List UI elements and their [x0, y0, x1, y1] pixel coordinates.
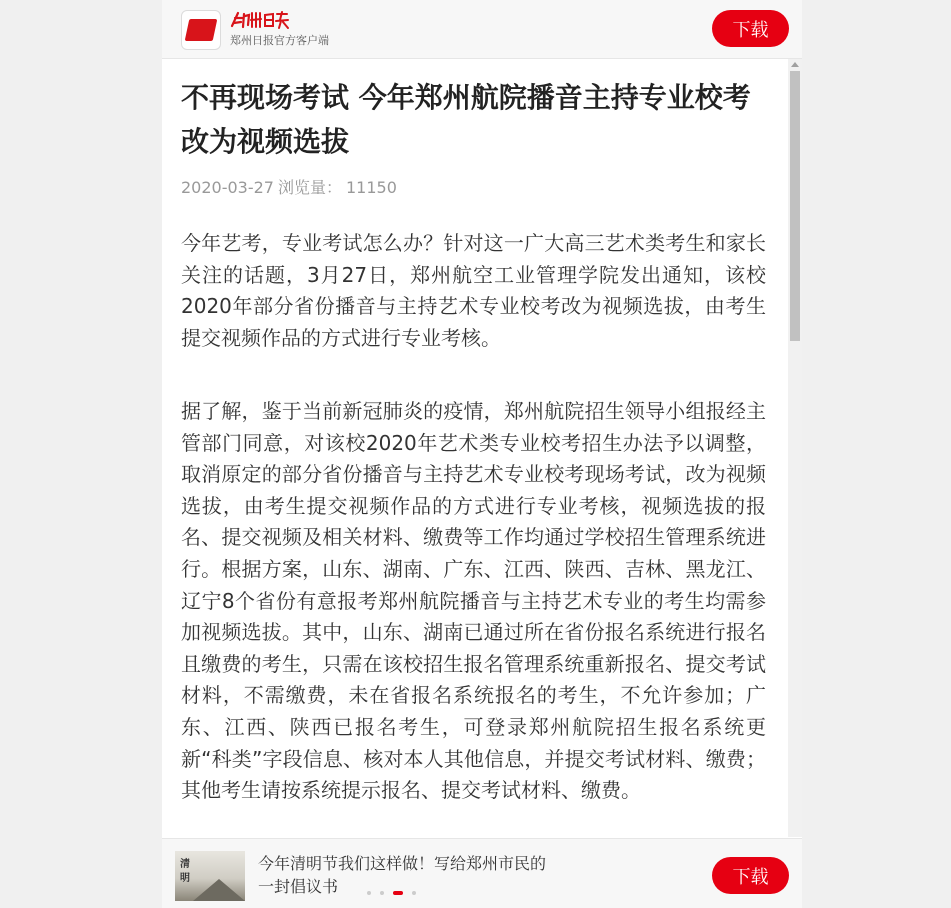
- views-count: 11150: [346, 178, 397, 197]
- scrollbar[interactable]: [788, 59, 802, 837]
- article-paragraph-1: 今年艺考，专业考试怎么办？针对这一广大高三艺术类考生和家长关注的话题，3月27日，郑州航空工业管理学院发出通知，该校2020年部分省份播音与主持艺术专业校考改为视频选拔，由考生提交视频作品的方式进行专业考核。: [181, 231, 766, 350]
- mountain-icon: [193, 879, 245, 901]
- carousel-dots: [367, 891, 425, 895]
- app-logo-icon[interactable]: [181, 10, 221, 50]
- brand-subtitle: 郑州日报官方客户端: [230, 34, 329, 47]
- article-meta: [181, 175, 401, 198]
- app-header: [162, 0, 802, 59]
- carousel-dot[interactable]: [380, 891, 384, 895]
- article-paragraph-2: 据了解，鉴于当前新冠肺炎的疫情，郑州航院招生领导小组报经主管部门同意，对该校2020年艺术类专业校考招生办法予以调整，取消原定的部分省份播音与主持艺术专业校考现场考试，改为视频选拔，由考生提交视频作品的方式进行专业考核，视频选拔的报名、提交视频及相关材料、缴费等工作均通过学校招生管理系统进行。根据方案，山东、湖南、广东、江西、陕西、吉林、黑龙江、辽宁8个省份有意报考郑州航院播音与主持艺术专业的考生均需参加视频选拔。其中，山东、湖南已通过所在省份报名系统进行报名且缴费的考生，只需在该校招生报名管理系统重新报名、提交考试材料，不需缴费，未在省报名系统报名的考生，不允许参加；广东、江西、陕西已报名考生，可登录郑州航院招生报名系统更新“科类”字段信息、核对本人其他信息，并提交考试材料、缴费；其他考生请按系统提示报名、提交考试材料、缴费。: [181, 399, 766, 803]
- carousel-dot[interactable]: [367, 891, 371, 895]
- logo-mark: [185, 19, 218, 41]
- article-content: [162, 59, 788, 837]
- app-frame: [162, 0, 802, 908]
- recommend-bar[interactable]: [162, 838, 802, 908]
- thumb-char-1: 清: [180, 859, 190, 870]
- thumb-char-2: 明: [180, 873, 190, 884]
- recommend-thumbnail[interactable]: [175, 851, 245, 901]
- carousel-dot-active[interactable]: [393, 891, 403, 895]
- download-button-bottom[interactable]: 下载: [712, 857, 789, 894]
- article-date: 2020-03-27: [181, 178, 274, 197]
- article-title: 不再现场考试 今年郑州航院播音主持专业校考改为视频选拔: [181, 81, 751, 158]
- scrollbar-thumb[interactable]: [790, 71, 800, 341]
- recommend-title[interactable]: 今年清明节我们这样做！写给郑州市民的一封倡议书: [258, 854, 547, 896]
- carousel-dot[interactable]: [412, 891, 416, 895]
- download-button-top[interactable]: 下载: [712, 10, 789, 47]
- views-label: 浏览量：: [277, 178, 342, 197]
- brand-calligraphy-logo: [230, 10, 290, 30]
- scroll-up-arrow-icon[interactable]: [791, 62, 799, 67]
